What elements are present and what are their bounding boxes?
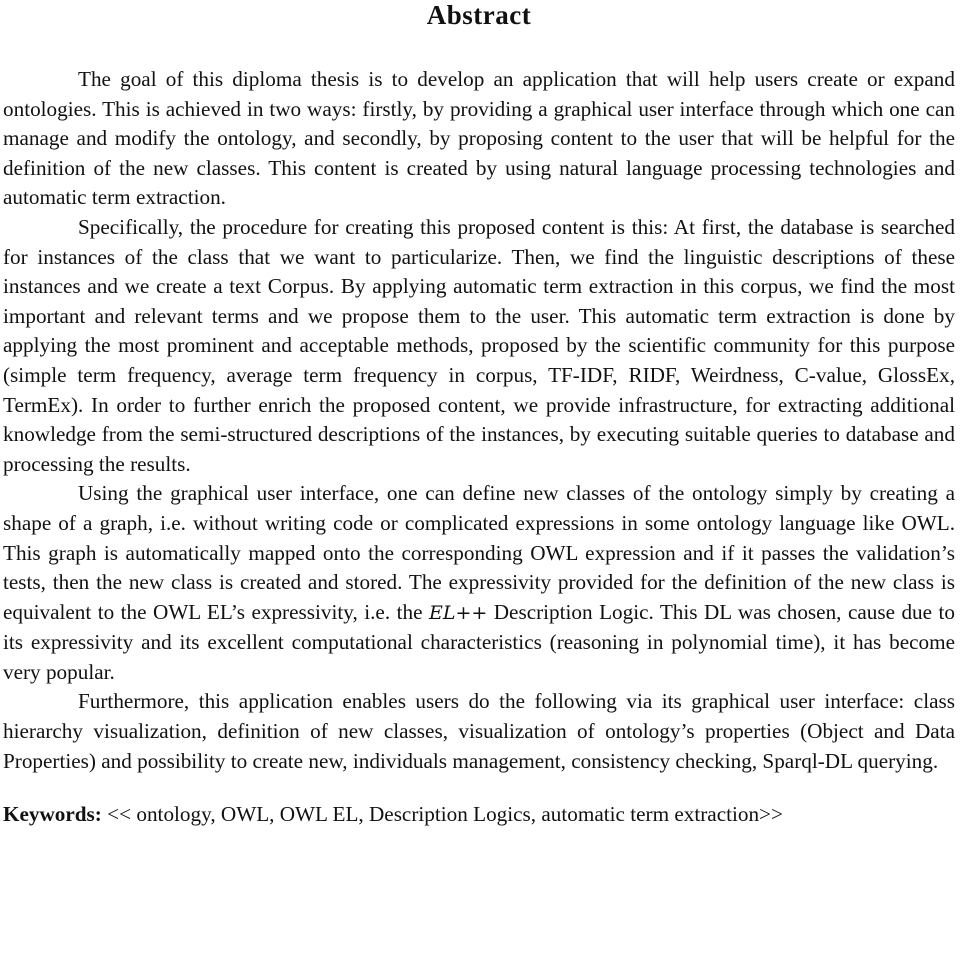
keywords-line — [3, 800, 955, 830]
abstract-paragraph-2: Specifically, the procedure for creating this proposed content is this: At first, the database is searched for instances of the class that we want to particularize. Then, we find the linguistic descriptions of these instances and we create a text Corpus. By applying automatic term extraction in this corpus, we find the most important and relevant terms and we propose them to the user. This automatic term extraction is done by applying the most prominent and acceptable methods, proposed by the scientific community for this purpose (simple term frequency, average term frequency in corpus, TF-IDF, RIDF, Weirdness, C-value, GlossEx, TermEx). In order to further enrich the proposed content, we provide infrastructure, for extracting additional knowledge from the semi-structured descriptions of the instances, by executing suitable queries to database and processing the results. — [3, 214, 955, 476]
keywords-value: << ontology, OWL, OWL EL, Description Logics, automatic term extraction>> — [101, 802, 783, 827]
abstract-page — [3, 0, 955, 830]
paragraph-3-text-after: Description Logic. This DL was chosen, cause due to its expressivity and its excellent computational characteristics (reasoning in polynomial time), it has become very popular. — [3, 599, 955, 684]
keywords-label: Keywords: — [3, 802, 102, 827]
abstract-paragraph-4: Furthermore, this application enables users do the following via its graphical user interface: class hierarchy visualization, definition of new classes, visualization of ontology’s properties (Object and Data Properties) and possibility to create new, individuals management, consistency checking, Sparql-DL querying. — [3, 689, 955, 773]
description-logic-name: EL++ — [428, 601, 488, 624]
page-title: Abstract — [426, 0, 532, 30]
paragraph-3-text-before: Using the graphical user interface, one can define new classes of the ontology simply by creating a shape of a graph, i.e. without writing code or complicated expressions in some ontology language like OWL. This graph is automatically mapped onto the corresponding OWL expression and if it passes the validation’s tests, then the new class is created and stored. The expressivity provided for the definition of the new class is equivalent to the OWL EL’s expressivity, i.e. the — [3, 481, 955, 624]
abstract-paragraph-3 — [3, 479, 955, 687]
abstract-body — [3, 65, 955, 776]
abstract-paragraph-1: The goal of this diploma thesis is to develop an application that will help users create or expand ontologies. This is achieved in two ways: firstly, by providing a graphical user interface through which one can manage and modify the ontology, and secondly, by proposing content to the user that will be helpful for the definition of the new classes. This content is created by using natural language processing technologies and automatic term extraction. — [3, 67, 955, 210]
